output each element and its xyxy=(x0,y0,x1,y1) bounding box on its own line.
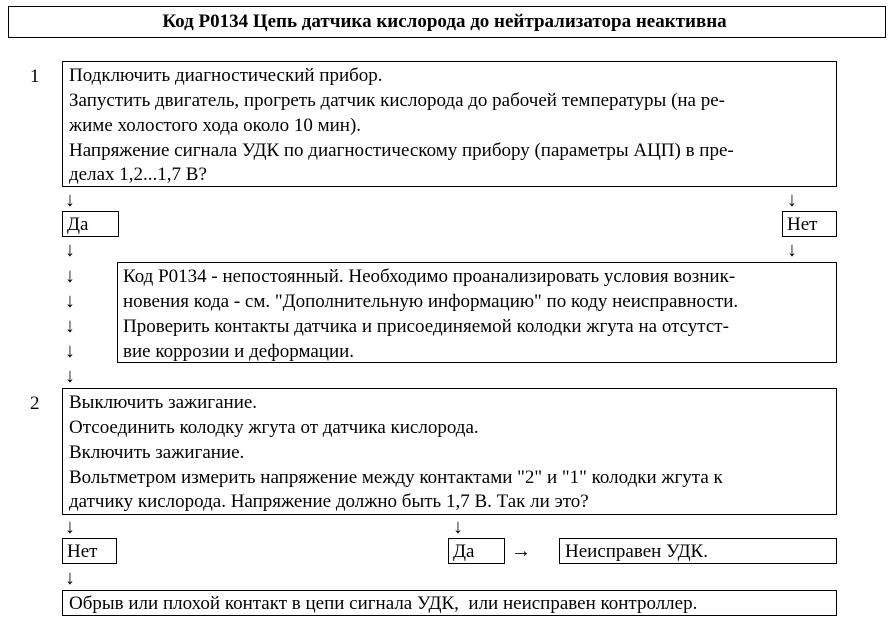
arrow-down-icon: ↓ xyxy=(65,516,75,538)
arrow-down-icon: ↓ xyxy=(65,365,75,387)
step-1-line-2: Запустить двигатель, прогреть датчик кислорода до рабочей температуры (на ре- xyxy=(69,90,726,111)
note-line-4: вие коррозии и деформации. xyxy=(123,341,355,362)
page-title: Код Р0134 Цепь датчика кислорода до нейтрализатора неактивна xyxy=(162,11,727,32)
arrow-down-icon: ↓ xyxy=(787,239,797,261)
note-line-1: Код Р0134 - непостоянный. Необходимо проанализировать условия возник- xyxy=(123,266,736,287)
step-2-line-4: Вольтметром измерить напряжение между контактами "2" и "1" колодки жгута к xyxy=(69,467,723,488)
step-2-line-2: Отсоединить колодку жгута от датчика кислорода. xyxy=(69,417,479,438)
arrow-down-icon: ↓ xyxy=(65,189,75,211)
note-line-3: Проверить контакты датчика и присоединяемой колодки жгута на отсутст- xyxy=(123,316,729,337)
arrow-down-icon: ↓ xyxy=(65,239,75,261)
step-2-number: 2 xyxy=(30,393,40,414)
step-1-yes-label: Да xyxy=(67,214,89,235)
no-result-text: Обрыв или плохой контакт в цепи сигнала УДК, или неисправен контроллер. xyxy=(69,593,698,614)
arrow-down-icon: ↓ xyxy=(65,340,75,362)
step-2-line-5: датчику кислорода. Напряжение должно быть 1,7 В. Так ли это? xyxy=(69,491,589,512)
step-2-line-1: Выключить зажигание. xyxy=(69,392,258,413)
arrow-down-icon: ↓ xyxy=(787,189,797,211)
step-1-line-1: Подключить диагностический прибор. xyxy=(69,65,383,86)
step-2-line-3: Включить зажигание. xyxy=(69,442,245,463)
note-line-2: новения кода - см. "Дополнительную информацию" по коду неисправности. xyxy=(123,291,739,312)
arrow-down-icon: ↓ xyxy=(453,516,463,538)
step-1-no-label: Нет xyxy=(787,214,818,235)
arrow-down-icon: ↓ xyxy=(65,290,75,312)
step-1-number: 1 xyxy=(30,66,40,87)
yes-result-text: Неисправен УДК. xyxy=(565,541,708,562)
step-2-no-label: Нет xyxy=(67,541,98,562)
step-1-line-3: жиме холостого хода около 10 мин). xyxy=(69,115,362,136)
arrow-down-icon: ↓ xyxy=(65,315,75,337)
arrow-down-icon: ↓ xyxy=(65,265,75,287)
step-2-yes-label: Да xyxy=(453,541,475,562)
arrow-down-icon: ↓ xyxy=(65,567,75,589)
arrow-right-icon: → xyxy=(511,540,531,562)
step-1-line-5: делах 1,2...1,7 В? xyxy=(69,164,207,185)
step-1-line-4: Напряжение сигнала УДК по диагностическому прибору (параметры АЦП) в пре- xyxy=(69,140,734,161)
